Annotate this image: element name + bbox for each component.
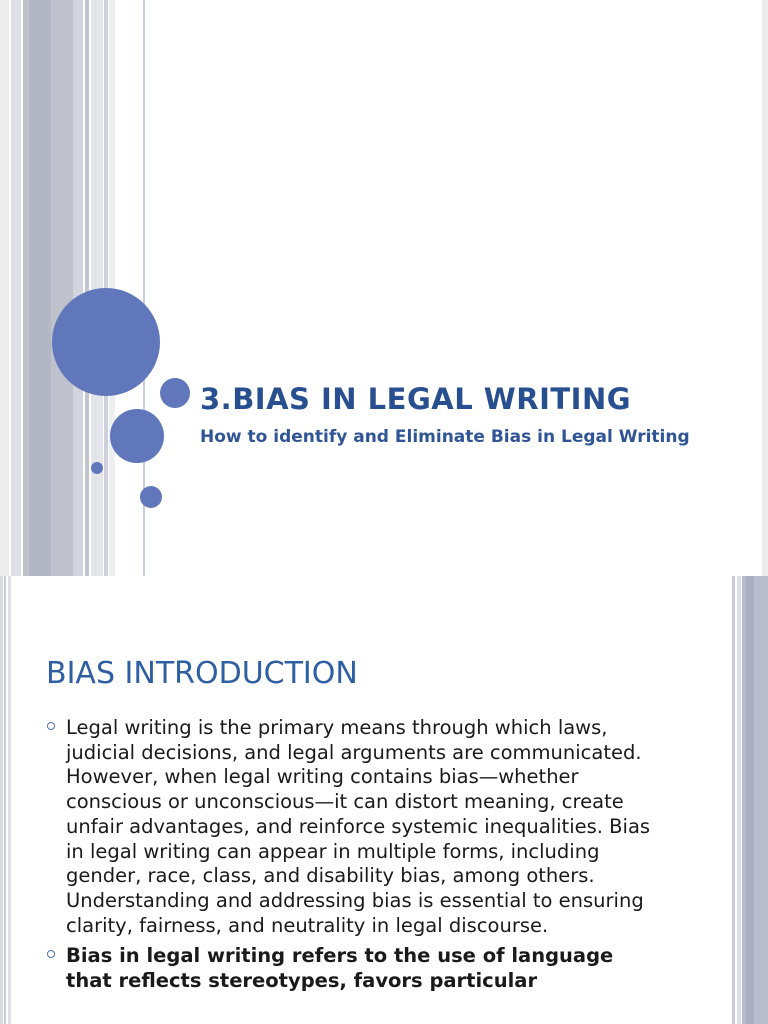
small-circle-bottom	[140, 486, 162, 508]
bullet-ring-icon	[47, 950, 55, 958]
section-heading: BIAS INTRODUCTION	[46, 656, 358, 691]
left-decorative-stripes	[0, 576, 14, 1024]
slide-subtitle: How to identify and Eliminate Bias in Legal Writing	[200, 427, 690, 447]
bullet-list	[46, 716, 658, 994]
bullet-text: Legal writing is the primary means through which laws, judicial decisions, and legal arguments are communicated. However, when legal writing contains bias—whether conscious or unconscious—it can distort meaning, create unfair advantages, and reinforce systemic inequalities. Bias in legal writing can appear in multiple forms, including gender, race, class, and disability bias, among others. Understanding and addressing bias is essential to ensuring clarity, fairness, and neutrality in legal discourse.	[66, 716, 651, 937]
list-item	[46, 716, 658, 938]
bullet-ring-icon	[47, 722, 55, 730]
content-slide	[0, 576, 768, 1024]
medium-circle	[110, 409, 164, 463]
decorative-circles	[0, 0, 200, 576]
right-decorative-stripes	[732, 576, 768, 1024]
large-circle	[52, 288, 160, 396]
bullet-text: Bias in legal writing refers to the use of language that reflects stereotypes, favors particular	[66, 944, 614, 993]
tiny-circle	[91, 462, 103, 474]
list-item	[46, 944, 658, 993]
right-edge-margin	[762, 0, 768, 576]
small-circle-right	[160, 378, 190, 408]
slide-title: 3.BIAS IN LEGAL WRITING	[200, 382, 632, 416]
